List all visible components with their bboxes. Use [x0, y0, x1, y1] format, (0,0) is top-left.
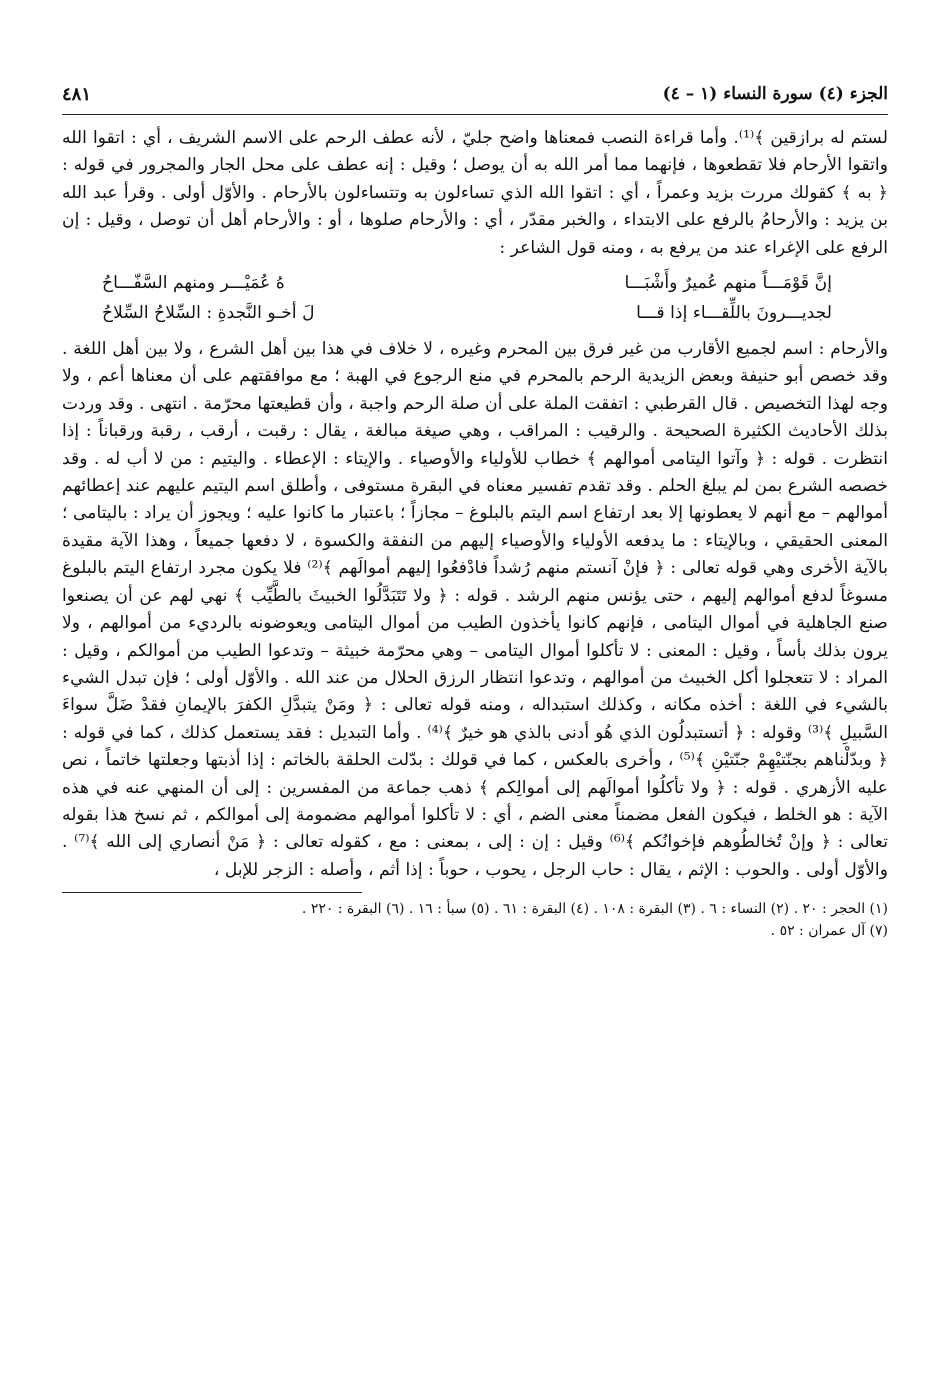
page-number: ٤٨١ [62, 84, 92, 105]
paragraph-1: لستم له برازقين ﴾⁽¹⁾. وأما قراءة النصب فمعناها واضح جليّ ، لأنه عطف الرحم على الاسم الشريف ، أي : اتقوا الله واتقوا الأرحام فلا تقطعوها ، فإنهما مما أمر الله به أن يوصل ؛ وقيل : إنه عطف على محل الجار والمجرور في قوله : ﴿ به ﴾ كقولك مررت بزيد وعمراً ، أي : اتقوا الله الذي تساءلون به وتتساءلون بالأرحام . والأوّل أولى . وقرأ عبد الله بن يزيد : والأرحامُ بالرفع على الابتداء ، والخبر مقدّر ، أي : والأرحام صلوها ، أو : والأرحام أهل أن توصل ، وقيل : إن الرفع على الإغراء عند من يرفع به ، ومنه قول الشاعر : [62, 128, 888, 258]
verse-2-second-hemistich: لَ أخـو النَّجدةِ : السِّلاحُ السِّلاحُ [102, 303, 315, 324]
poem [62, 268, 888, 328]
footnote-line-1: (١) الحجر : ٢٠ . (٢) النساء : ٦ . (٣) البقرة : ١٠٨ . (٤) البقرة : ٦١ . (٥) سبأ : ١٦ . (٦) البقرة : ٢٢٠ . [301, 901, 888, 918]
footnotes [62, 898, 888, 942]
paragraph-2: والأرحام : اسم لجميع الأقارب من غير فرق بين المحرم وغيره ، لا خلاف في هذا بين أهل الشرع ، ولا بين أهل اللغة . وقد خصص أبو حنيفة وبعض الزيدية الرحم بالمحرم في منع الرجوع في الهبة ؛ مع موافقتهم على أن معناها أعم ، ولا وجه لهذا التخصيص . قال القرطبي : اتفقت الملة على أن صلة الرحم واجبة ، وأن قطيعتها محرّمة . انتهى . وقد وردت بذلك الأحاديث الكثيرة الصحيحة . والرقيب : المراقب ، وهي صيغة مبالغة ، يقال : رقبت ، أرقب ، رقبة ورقباناً : إذا انتظرت . قوله : ﴿ وآتوا اليتامى أموالهم ﴾ خطاب للأولياء والأوصياء . والإيتاء : الإعطاء . واليتيم : من لا أب له . وقد خصصه الشرع بمن لم يبلغ الحلم . وقد تقدم تفسير معناه في البقرة مستوفى ، وأطلق اسم اليتيم عليهم عند إعطائهم أموالهم – مع أنهم لا يعطونها إلا بعد ارتفاع اسم اليتم بالبلوغ – مجازاً ؛ باعتبار ما كانوا عليه ؛ ويجوز أن يراد : باليتامى ؛ المعنى الحقيقي ، وبالإيتاء : ما يدفعه الأولياء والأوصياء إليهم من النفقة والكسوة ، لا دفعها جميعاً ، وهذا الآية مقيدة بالآية الأخرى وهي قوله تعالى : ﴿ فإنْ آنستم منهم رُشداً فادْفعُوا إليهم أموالَهم ﴾⁽²⁾ فلا يكون مجرد ارتفاع اليتم بالبلوغ مسوغاً لدفع أموالهم إليهم ، حتى يؤنس منهم الرشد . قوله : ﴿ ولا تَتَبَدَّلُوا الخبيثَ بالطَّيِّب ﴾ نهي لهم عن أن يصنعوا صنع الجاهلية في أموال اليتامى ، فإنهم كانوا يأخذون الطيب من أموال اليتامى ويعوضونه بالرديء من أموالهم ، ولا يرون بذلك بأساً ، وقيل : المعنى : لا تأكلوا أموال اليتامى – وهي محرّمة خبيثة – وتدعوا الطيب من أموالكم ، وقيل : المراد : لا تتعجلوا أكل الخبيث من أموالهم ، وتدعوا انتظار الرزق الحلال من عند الله . والأوّل أولى ؛ فإن تبدل الشيء بالشيء في اللغة : أخذه مكانه ، وكذلك استبداله ، ومنه قوله تعالى : ﴿ ومَنْ يتبدَّلِ الكفرَ بالإيمانِ فقدْ ضَلَّ سواءَ السَّبيلِ ﴾⁽³⁾ وقوله : ﴿ أتستبدلُون الذي هُو أدنى بالذي هو خيرٌ ﴾⁽⁴⁾ . وأما التبديل : فقد يستعمل كذلك ، كما في قوله : ﴿ وبدّلْناهم بجنّتيْهِمْ جنّتيْنِ ﴾⁽⁵⁾ ، وأخرى بالعكس ، كما في قولك : بدّلت الحلقة بالخاتم : إذا أذبتها وجعلتها خاتماً ، نص عليه الأزهري . قوله : ﴿ ولا تأكلُوا أموالَهم إلى أموالِكم ﴾ ذهب جماعة من المفسرين : إلى أن المنهي عنه في هذه الآية : هو الخلط ، فيكون الفعل مضمناً معنى الضم ، أي : لا تأكلوا أموالهم مضمومة إلى أموالكم ، ثم نسخ هذا بقوله تعالى : ﴿ وإنْ تُخالطُوهم فإخوانُكم ﴾⁽⁶⁾ وقيل : إن : إلى ، بمعنى : مع ، كقوله تعالى : ﴿ مَنْ أنصاري إلى الله ﴾⁽⁷⁾ . والأوّل أولى . والحوب : الإثم ، يقال : حاب الرجل ، يحوب ، حوباً : إذا أثم ، وأصله : الزجر للإبل ، [62, 339, 889, 880]
running-head: الجزء (٤) سورة النساء (١ – ٤) [662, 84, 888, 104]
footnote-divider [62, 892, 362, 893]
page-header [62, 78, 888, 115]
verse-line-1 [62, 268, 888, 298]
verse-1-first-hemistich: إنَّ قَوْمَـــاً منهم عُميرٌ وأَشْبَـــا [624, 273, 832, 294]
main-text [62, 125, 888, 884]
book-page [62, 78, 888, 1338]
verse-1-second-hemistich: هُ عُمَيْـــر ومنهم السَّفّـــاحُ [102, 273, 285, 294]
verse-2-first-hemistich: لجديـــرونَ باللِّقـــاء إذا قـــا [636, 303, 832, 324]
footnote-line-2: (٧) آل عمران : ٥٢ . [770, 923, 888, 940]
verse-line-2 [62, 298, 888, 328]
